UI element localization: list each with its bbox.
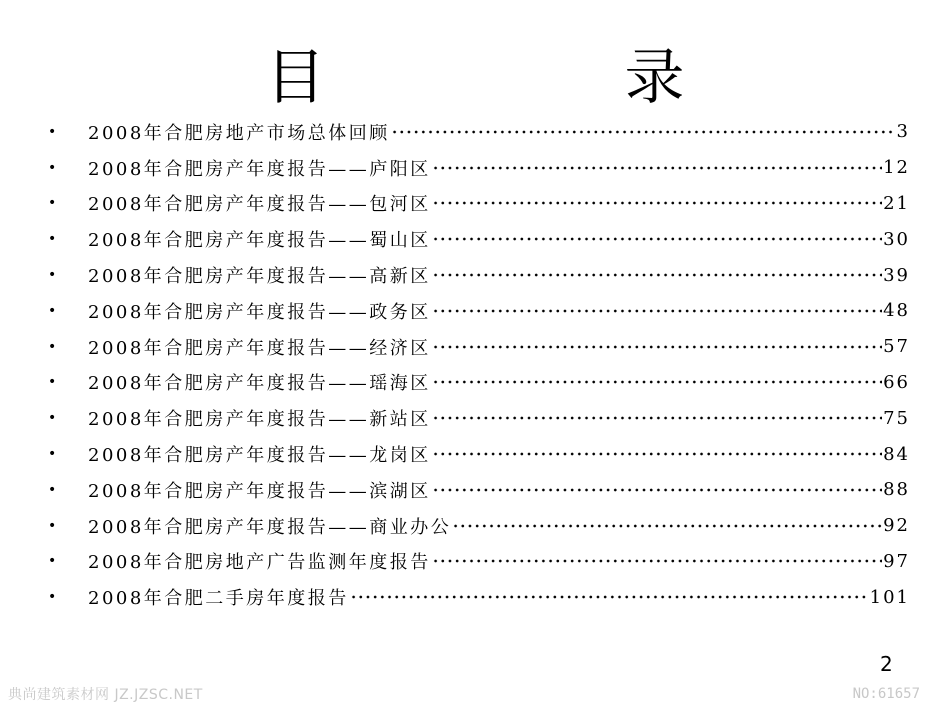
toc-entry[interactable] [48,508,910,544]
table-of-contents [48,114,910,615]
bullet-icon: • [48,267,57,284]
toc-page-number: 21 [883,192,910,214]
toc-page-number: 84 [883,443,910,465]
toc-entry[interactable] [48,150,910,186]
bullet-icon: • [48,589,57,606]
toc-entry-text: 2008年合肥房地产广告监测年度报告 [88,552,431,574]
dot-leader [432,266,882,284]
toc-page-number: 97 [883,550,910,572]
toc-entry-text: 2008年合肥房产年度报告——政务区 [88,301,431,323]
toc-entry[interactable] [48,257,910,293]
page-title: 目 录 [265,43,825,113]
toc-page-number: 101 [869,586,910,608]
watermark-id: NO:61657 [852,686,920,702]
toc-entry[interactable] [48,436,910,472]
toc-page-number: 3 [896,121,910,143]
toc-entry[interactable] [48,365,910,401]
toc-page-number: 48 [883,300,910,322]
toc-entry[interactable] [48,186,910,222]
bullet-icon: • [48,338,57,355]
toc-entry[interactable] [48,400,910,436]
watermark-site-name: 典尚建筑素材网 JZ.JZSC.NET [8,687,203,703]
toc-page-number: 92 [883,515,910,537]
toc-entry-text: 2008年合肥二手房年度报告 [88,588,349,610]
dot-leader [432,481,882,499]
bullet-icon: • [48,302,57,319]
dot-leader [432,409,882,427]
bullet-icon: • [48,231,57,248]
toc-page-number: 57 [883,336,910,358]
dot-leader [391,123,896,141]
toc-entry-text: 2008年合肥房地产市场总体回顾 [88,122,390,144]
toc-entry-text: 2008年合肥房产年度报告——龙岗区 [88,445,431,467]
bullet-icon: • [48,410,57,427]
toc-entry-text: 2008年合肥房产年度报告——经济区 [88,337,431,359]
dot-leader [432,338,882,356]
slide-number: 2 [880,652,893,676]
toc-entry-text: 2008年合肥房产年度报告——滨湖区 [88,480,431,502]
toc-entry[interactable] [48,221,910,257]
toc-page-number: 88 [883,479,910,501]
toc-entry[interactable] [48,114,910,150]
bullet-icon: • [48,159,57,176]
bullet-icon: • [48,517,57,534]
toc-page-number: 12 [883,157,910,179]
dot-leader [432,302,882,320]
dot-leader [432,230,882,248]
toc-entry[interactable] [48,472,910,508]
toc-page-number: 66 [883,371,910,393]
toc-entry-text: 2008年合肥房产年度报告——高新区 [88,266,431,288]
toc-entry-text: 2008年合肥房产年度报告——瑶海区 [88,373,431,395]
toc-entry-text: 2008年合肥房产年度报告——商业办公 [88,516,452,538]
toc-entry[interactable] [48,293,910,329]
toc-entry-text: 2008年合肥房产年度报告——蜀山区 [88,230,431,252]
toc-entry[interactable] [48,544,910,580]
bullet-icon: • [48,195,57,212]
toc-entry[interactable] [48,329,910,365]
toc-entry-text: 2008年合肥房产年度报告——包河区 [88,194,431,216]
toc-entry-text: 2008年合肥房产年度报告——新站区 [88,409,431,431]
dot-leader [452,517,882,535]
dot-leader [432,194,882,212]
toc-entry-text: 2008年合肥房产年度报告——庐阳区 [88,158,431,180]
toc-page-number: 39 [883,264,910,286]
dot-leader [350,588,869,606]
bullet-icon: • [48,481,57,498]
bullet-icon: • [48,553,57,570]
bullet-icon: • [48,446,57,463]
toc-page-number: 75 [883,407,910,429]
bullet-icon: • [48,374,57,391]
dot-leader [432,159,882,177]
toc-page-number: 30 [883,228,910,250]
dot-leader [432,373,882,391]
dot-leader [432,445,882,463]
dot-leader [432,552,882,570]
bullet-icon: • [48,123,57,140]
toc-entry[interactable] [48,579,910,615]
